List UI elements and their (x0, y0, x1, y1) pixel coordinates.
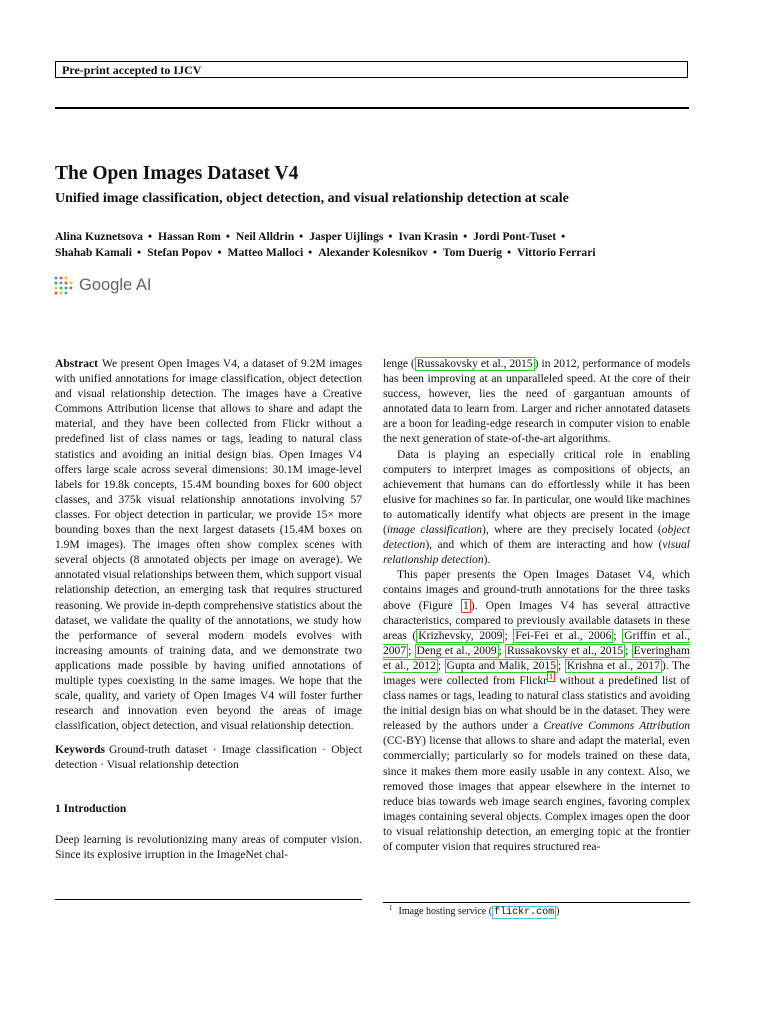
citation-link[interactable]: Griffin et al., 2007 (383, 629, 690, 657)
keywords-label: Keywords (55, 744, 106, 757)
text-run: ), and which of them are interacting and how ( (425, 539, 663, 552)
author-name: Tom Duerig (442, 246, 503, 259)
author-name: Jordi Pont-Tuset (473, 230, 557, 243)
author-line-1 (55, 229, 695, 245)
citation-link[interactable]: Russakovsky et al., 2015 (507, 644, 624, 657)
footnote-mark: 1 (389, 903, 393, 912)
intro-paragraph: Deep learning is revolutionizing many areas of computer vision. Since its explosive irruption in the ImageNet chal- (55, 833, 362, 861)
top-rule (55, 107, 689, 109)
flickr-url-link[interactable]: flickr.com (494, 907, 555, 918)
emphasis: visual relationship detection (383, 539, 690, 567)
bullet-separator: • (308, 246, 313, 259)
emphasis: image classification (386, 524, 482, 537)
google-ai-dots-icon (53, 275, 73, 295)
text-run: This paper presents the Open Images Dataset V4, which contains images and ground-truth annotations for the three tasks above (Figure (383, 569, 690, 612)
right-column (383, 357, 690, 855)
author-line-2 (55, 245, 695, 261)
citation-link[interactable]: Krishna et al., 2017 (566, 659, 660, 672)
footnote-text: Image hosting service ( (398, 906, 493, 917)
paper-title: The Open Images Dataset V4 (55, 163, 299, 184)
intro-paragraph-2 (383, 448, 690, 569)
author-name: Alina Kuznetsova (55, 230, 143, 243)
bullet-separator: • (217, 246, 222, 259)
left-column-rule (55, 899, 362, 900)
google-ai-logo (53, 274, 151, 296)
bullet-separator: • (147, 230, 152, 243)
author-name: Stefan Popov (147, 246, 213, 259)
author-name: Matteo Malloci (227, 246, 304, 259)
author-name: Vittorio Ferrari (517, 246, 596, 259)
preprint-banner: Pre-print accepted to IJCV (55, 61, 688, 78)
citation-link[interactable]: Deng et al., 2009 (416, 644, 497, 657)
keywords (55, 743, 362, 773)
text-run: (CC-BY) license that allows to share and adapt the material, even commercially; particularly so for models trained on these data, since it makes them more easily usable in any context. Also, we removed those images that appear elsewhere in the internet to reduce bias towards web image search engines, favoring complex images containing several objects. Complex images open the door to visual relationship detection, an emerging topic at the frontier of computer vision that requires structured rea- (383, 735, 690, 853)
bullet-separator: • (463, 230, 468, 243)
author-name: Ivan Krasin (398, 230, 459, 243)
emphasis: object detection (383, 524, 690, 552)
figure-reference-link[interactable]: 1 (462, 599, 469, 612)
left-column (55, 357, 362, 863)
text-run: ). Open Images V4 has several attractive characteristics, compared to previously available datasets in these areas ( (383, 599, 690, 642)
text-run: ). (483, 554, 491, 567)
footnote-close: ) (556, 906, 560, 917)
text-run: ). The images were collected from Flickr (383, 659, 690, 687)
logo-text: Google AI (79, 275, 152, 294)
text-run: without a predefined list of class names or tags, leading to natural class statistics and avoiding the initial design bias on what should be in the dataset. They were released by the authors under a (383, 674, 690, 733)
abstract-text: We present Open Images V4, a dataset of 9.2M images with unified annotations for image classification, object detection and visual relationship detection. The images have a Creative Commons Attribution license that allows to share and adapt the material, and they have been collected from Flickr without a predefined list of class names or tags, leading to natural class statistics and avoiding an initial design bias. Open Images V4 offers large scale across several dimensions: 30.1M image-level labels for 19.8k concepts, 15.4M bounding boxes for 600 object classes, and 375k visual relationship annotations involving 57 classes. For object detection in particular, we provide 15× more bounding boxes than the next largest datasets (15.4M boxes on 1.9M images). The images often show complex scenes with several objects (8 annotated objects per image on average). We annotated visual relationships between them, which support visual relationship detection, an emerging task that requires structured reasoning. We provide in-depth comprehensive statistics about the dataset, we validate the quality of the annotations, we study how the performance of several modern models evolves with increasing amounts of training data, and we demonstrate two applications made possible by having unified annotations of multiple types coexisting in the same images. We hope that the scale, quality, and variety of Open Images V4 will foster further research and innovation even beyond the areas of image classification, object detection, and visual relationship detection. (55, 358, 362, 733)
emphasis: Creative Commons Attribution (543, 720, 690, 733)
text-run: lenge ( (383, 358, 415, 370)
section-heading-introduction: 1 Introduction (55, 802, 127, 815)
author-name: Jasper Uijlings (309, 230, 384, 243)
abstract (55, 357, 362, 734)
citation-link[interactable]: Krizhevsky, 2009 (418, 629, 503, 642)
bullet-separator: • (299, 230, 304, 243)
citation-link[interactable]: Everingham et al., 2012 (383, 644, 690, 672)
intro-paragraph-continued (383, 357, 690, 448)
author-list (55, 229, 695, 261)
author-name: Shahab Kamali (55, 246, 132, 259)
text-run: Data is playing an especially critical role in enabling computers to interpret images as compositions of objects, an achievement that humans can do effortlessly while it has been elusive for machines so far. In particular, one would like machines to automatically identify what objects are present in the image ( (383, 448, 690, 537)
abstract-label: Abstract (55, 358, 98, 370)
bullet-separator: • (388, 230, 393, 243)
author-name: Alexander Kolesnikov (318, 246, 428, 259)
bullet-separator: • (225, 230, 230, 243)
footnote (389, 905, 559, 919)
bullet-separator: • (432, 246, 437, 259)
citation-link[interactable]: Gupta and Malik, 2015 (446, 659, 557, 672)
footnote-rule (383, 902, 690, 903)
footnote-reference-link[interactable]: 1 (549, 672, 554, 682)
bullet-separator: • (507, 246, 512, 259)
keywords-text: Ground-truth dataset · Image classification · Object detection · Visual relationship detection (55, 744, 362, 772)
intro-paragraph-3: This paper presents the Open Images Dataset V4, which contains images and ground-truth annotations for the three tasks above (Figure 1 ). Open Images V4 has several attractive characteristics, compared to previously available datasets in these areas ( Krizhevsky, 2009 ; Fei-Fei et al., 2006 ; Griffin et al., 2007 ; Deng et al., 2009 ; Russakovsky et al., 2015 ; Everingham et al., 2012 ; Gupta and Malik, 2015 ; Krishna et al., 2017 ). The images were collected from Flickr $^1$ without a predefined list of class names or tags, leading to natural class statistics and avoiding the initial design bias on what should be in the dataset. They were released by the authors under a Creative Commons Attribution (CC-BY) license that allows to share and adapt the material, even commercially; particularly so for models trained on these data, since it makes them more easily usable in any context. Also, we removed those images that appear elsewhere in the internet to reduce bias towards web image search engines, favoring complex images containing several objects. Complex images open the door to visual relationship detection, an emerging topic at the frontier of computer vision that requires structured rea- (383, 569, 690, 853)
paper-subtitle: Unified image classification, object detection, and visual relationship detection at scale (55, 191, 569, 206)
citation-link[interactable]: Fei-Fei et al., 2006 (515, 629, 612, 642)
text-run: ) in 2012, performance of models has been improving at an unparalleled speed. At the core of their success, however, lies the need of gargantuan amounts of annotated data to learn from. Larger and richer annotated datasets are a boon for leading-edge research in computer vision to enable the next generation of state-of-the-art algorithms. (383, 358, 690, 446)
bullet-separator: • (137, 246, 142, 259)
citation-link[interactable]: Russakovsky et al., 2015 (416, 358, 533, 370)
author-name: Hassan Rom (158, 230, 221, 243)
text-run: ), where are they precisely located ( (482, 524, 662, 537)
author-name: Neil Alldrin (235, 230, 295, 243)
bullet-separator: • (561, 230, 566, 243)
